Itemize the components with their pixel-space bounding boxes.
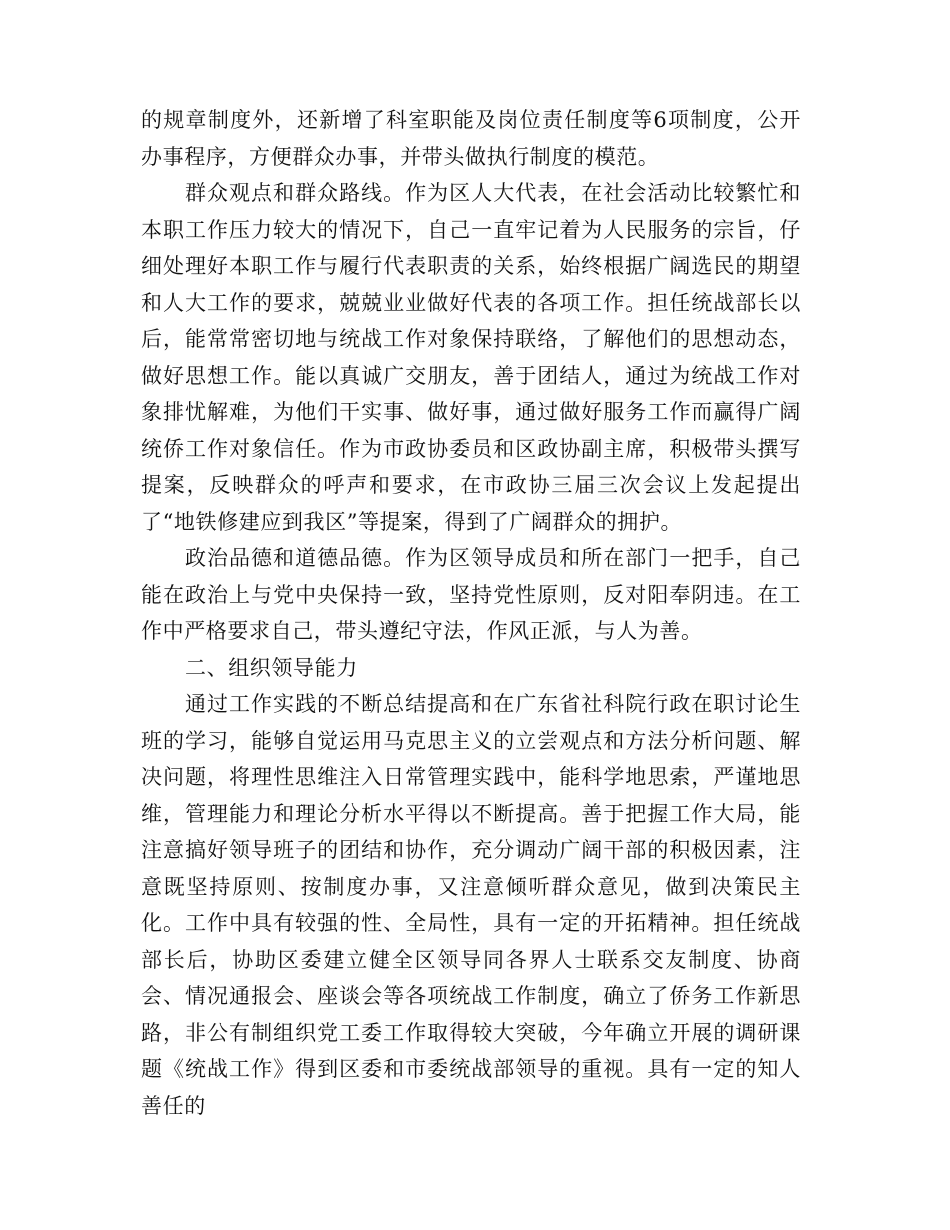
- paragraph-political-morality: 政治品德和道德品德。作为区领导成员和所在部门一把手，自己能在政治上与党中央保持一致，坚持党性原则，反对阳奉阴违。在工作中严格要求自己，带头遵纪守法，作风正派，与人为善。: [141, 546, 801, 643]
- paragraph-leadership-ability: 通过工作实践的不断总结提高和在广东省社科院行政在职讨论生班的学习，能够自觉运用马克思主义的立尝观点和方法分析问题、解决问题，将理性思维注入日常管理实践中，能科学地思索，严谨地思维，管理能力和理论分析水平得以不断提高。善于把握工作大局，能注意搞好领导班子的团结和协作，充分调动广阔干部的积极因素，注意既坚持原则、按制度办事，又注意倾听群众意见，做到决策民主化。工作中具有较强的性、全局性，具有一定的开拓精神。担任统战部长后，协助区委建立健全区领导同各界人士联系交友制度、协商会、情况通报会、座谈会等各项统战工作制度，确立了侨务工作新思路，非公有制组织党工委工作取得较大突破，今年确立开展的调研课题《统战工作》得到区委和市委统战部领导的重视。具有一定的知人善任的: [141, 692, 801, 1118]
- document-body: [141, 102, 801, 1124]
- paragraph-mass-line: 群众观点和群众路线。作为区人大代表，在社会活动比较繁忙和本职工作压力较大的情况下，自己一直牢记着为人民服务的宗旨，仔细处理好本职工作与履行代表职责的关系，始终根据广阔选民的期望和人大工作的要求，兢兢业业做好代表的各项工作。担任统战部长以后，能常常密切地与统战工作对象保持联络，了解他们的思想动态，做好思想工作。能以真诚广交朋友，善于团结人，通过为统战工作对象排忧解难，为他们干实事、做好事，通过做好服务工作而赢得广阔统侨工作对象信任。作为市政协委员和区政协副主席，积极带头撰写提案，反映群众的呼声和要求，在市政协三届三次会议上发起提出了“地铁修建应到我区”等提案，得到了广阔群众的拥护。: [141, 181, 801, 534]
- section-heading-leadership: 二、组织领导能力: [185, 655, 358, 680]
- paragraph-rules-continuation: 的规章制度外，还新增了科室职能及岗位责任制度等6项制度，公开办事程序，方便群众办事，并带头做执行制度的模范。: [141, 108, 801, 169]
